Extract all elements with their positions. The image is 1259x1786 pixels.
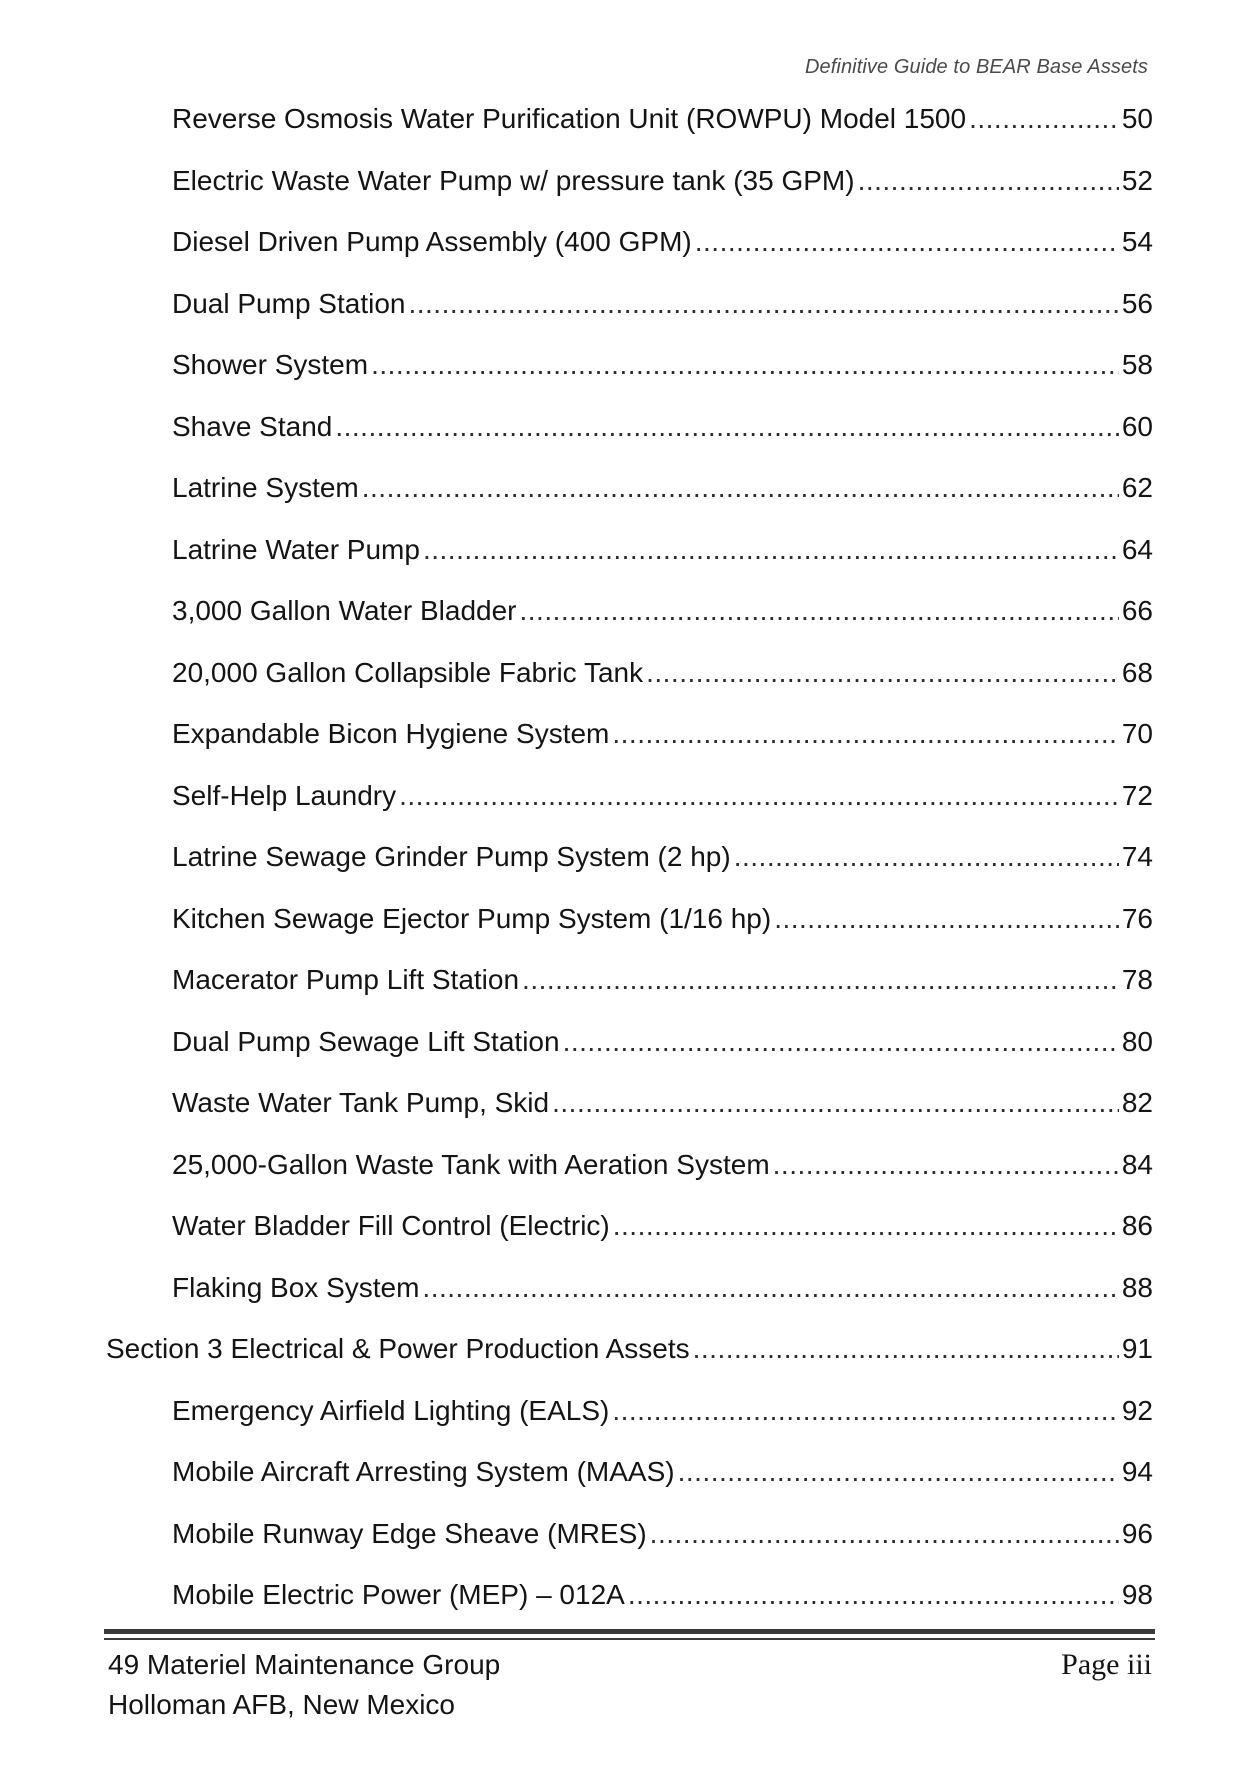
footer-location: Holloman AFB, New Mexico bbox=[108, 1689, 456, 1720]
toc-section-entry[interactable] bbox=[106, 1331, 1153, 1393]
toc-entry-page-number: 80 bbox=[1121, 1025, 1153, 1057]
toc-entry-title: Macerator Pump Lift Station bbox=[172, 964, 520, 995]
toc-dot-leader bbox=[858, 163, 1119, 199]
toc-entry-page-number: 60 bbox=[1121, 410, 1153, 442]
toc-entry-page-number: 72 bbox=[1121, 779, 1153, 811]
footer-rule-thin bbox=[104, 1638, 1155, 1640]
toc-dot-leader bbox=[362, 470, 1119, 506]
toc-entry-page-number: 88 bbox=[1121, 1271, 1153, 1303]
toc-entry-title: Reverse Osmosis Water Purification Unit (ROWPU) Model 1500 bbox=[172, 103, 967, 134]
toc-entry-page-number: 96 bbox=[1121, 1517, 1153, 1549]
toc-dot-leader bbox=[423, 532, 1119, 568]
toc-entry[interactable] bbox=[106, 470, 1153, 532]
toc-entry-page-number: 68 bbox=[1121, 656, 1153, 688]
toc-dot-leader bbox=[522, 962, 1119, 998]
toc-entry-title: Section 3 Electrical & Power Production Assets bbox=[106, 1333, 690, 1364]
toc-entry[interactable] bbox=[106, 1085, 1153, 1147]
toc-entry[interactable] bbox=[106, 163, 1153, 225]
toc-dot-leader bbox=[520, 593, 1119, 629]
toc-entry[interactable] bbox=[106, 409, 1153, 471]
toc-entry[interactable] bbox=[106, 532, 1153, 594]
toc-entry[interactable] bbox=[106, 1270, 1153, 1332]
toc-dot-leader bbox=[422, 1270, 1118, 1306]
toc-entry-page-number: 94 bbox=[1121, 1456, 1153, 1487]
toc-entry-title: Mobile Electric Power (MEP) – 012A bbox=[172, 1579, 625, 1610]
footer-rule bbox=[104, 1629, 1155, 1634]
toc-entry-page-number: 86 bbox=[1121, 1210, 1153, 1241]
toc-entry-page-number: 91 bbox=[1121, 1333, 1153, 1364]
toc-dot-leader bbox=[408, 286, 1118, 322]
toc-dot-leader bbox=[613, 1208, 1119, 1244]
toc-dot-leader bbox=[563, 1024, 1119, 1060]
table-of-contents bbox=[106, 101, 1153, 1639]
toc-entry[interactable] bbox=[106, 901, 1153, 963]
toc-entry-page-number: 98 bbox=[1121, 1579, 1153, 1610]
toc-entry-page-number: 64 bbox=[1121, 533, 1153, 565]
toc-entry-title: 20,000 Gallon Collapsible Fabric Tank bbox=[172, 656, 644, 688]
toc-entry-page-number: 56 bbox=[1121, 287, 1153, 319]
toc-entry-page-number: 82 bbox=[1121, 1087, 1153, 1118]
toc-dot-leader bbox=[969, 101, 1119, 137]
toc-dot-leader bbox=[646, 655, 1119, 691]
toc-entry[interactable] bbox=[106, 839, 1153, 901]
toc-entry-title: Emergency Airfield Lighting (EALS) bbox=[172, 1394, 610, 1426]
toc-entry[interactable] bbox=[106, 1024, 1153, 1086]
toc-entry-title: Electric Waste Water Pump w/ pressure tank (35 GPM) bbox=[172, 164, 855, 196]
toc-entry[interactable] bbox=[106, 1208, 1153, 1270]
toc-entry[interactable] bbox=[106, 1393, 1153, 1455]
toc-entry-page-number: 62 bbox=[1121, 472, 1153, 503]
toc-entry[interactable] bbox=[106, 1147, 1153, 1209]
toc-entry-page-number: 54 bbox=[1121, 226, 1153, 257]
toc-entry-title: Shower System bbox=[172, 349, 369, 380]
toc-entry-title: 3,000 Gallon Water Bladder bbox=[172, 595, 517, 626]
toc-entry-page-number: 66 bbox=[1121, 595, 1153, 626]
footer-left bbox=[108, 1645, 500, 1725]
footer-organization: 49 Materiel Maintenance Group bbox=[108, 1649, 501, 1680]
toc-entry-title: Expandable Bicon Hygiene System bbox=[172, 718, 610, 749]
toc-entry-page-number: 58 bbox=[1121, 349, 1153, 380]
toc-entry[interactable] bbox=[106, 655, 1153, 717]
toc-dot-leader bbox=[335, 409, 1119, 445]
toc-dot-leader bbox=[678, 1454, 1119, 1490]
toc-dot-leader bbox=[552, 1085, 1119, 1121]
toc-entry-title: Shave Stand bbox=[172, 410, 333, 442]
toc-entry-title: Latrine Sewage Grinder Pump System (2 hp) bbox=[172, 841, 731, 872]
toc-dot-leader bbox=[612, 716, 1118, 752]
toc-entry[interactable] bbox=[106, 224, 1153, 286]
toc-entry[interactable] bbox=[106, 347, 1153, 409]
toc-dot-leader bbox=[695, 224, 1119, 260]
toc-entry-title: Diesel Driven Pump Assembly (400 GPM) bbox=[172, 226, 692, 257]
toc-entry-title: Mobile Runway Edge Sheave (MRES) bbox=[172, 1517, 647, 1549]
toc-entry-page-number: 52 bbox=[1121, 164, 1153, 196]
toc-entry-page-number: 50 bbox=[1121, 103, 1153, 134]
toc-dot-leader bbox=[612, 1393, 1119, 1429]
toc-entry-title: Flaking Box System bbox=[172, 1271, 420, 1303]
toc-entry-title: Self-Help Laundry bbox=[172, 779, 397, 811]
toc-entry[interactable] bbox=[106, 1454, 1153, 1516]
toc-entry-title: Kitchen Sewage Ejector Pump System (1/16 hp) bbox=[172, 902, 772, 934]
toc-dot-leader bbox=[773, 1147, 1119, 1183]
footer-page-label: Page iii bbox=[1061, 1648, 1152, 1681]
toc-entry-title: 25,000-Gallon Waste Tank with Aeration System bbox=[172, 1148, 770, 1180]
toc-dot-leader bbox=[774, 901, 1119, 937]
toc-entry[interactable] bbox=[106, 962, 1153, 1024]
toc-entry[interactable] bbox=[106, 101, 1153, 163]
toc-entry-title: Dual Pump Station bbox=[172, 287, 406, 319]
toc-entry-page-number: 76 bbox=[1121, 902, 1153, 934]
toc-entry-page-number: 84 bbox=[1121, 1148, 1153, 1180]
toc-dot-leader bbox=[650, 1516, 1119, 1552]
toc-entry-title: Waste Water Tank Pump, Skid bbox=[172, 1087, 550, 1118]
toc-entry[interactable] bbox=[106, 778, 1153, 840]
toc-entry[interactable] bbox=[106, 716, 1153, 778]
toc-entry[interactable] bbox=[106, 593, 1153, 655]
toc-entry-page-number: 74 bbox=[1121, 841, 1153, 872]
toc-dot-leader bbox=[628, 1577, 1119, 1613]
toc-dot-leader bbox=[371, 347, 1119, 383]
toc-dot-leader bbox=[734, 839, 1119, 875]
toc-dot-leader bbox=[399, 778, 1119, 814]
toc-entry[interactable] bbox=[106, 286, 1153, 348]
toc-entry[interactable] bbox=[106, 1516, 1153, 1578]
toc-entry-page-number: 78 bbox=[1121, 964, 1153, 995]
toc-dot-leader bbox=[693, 1331, 1119, 1367]
toc-entry-title: Latrine System bbox=[172, 472, 359, 503]
toc-entry-title: Dual Pump Sewage Lift Station bbox=[172, 1025, 560, 1057]
toc-entry-page-number: 92 bbox=[1121, 1394, 1153, 1426]
toc-entry-title: Latrine Water Pump bbox=[172, 533, 420, 565]
page-header: Definitive Guide to BEAR Base Assets bbox=[804, 56, 1148, 78]
toc-entry-page-number: 70 bbox=[1121, 718, 1153, 749]
toc-entry-title: Mobile Aircraft Arresting System (MAAS) bbox=[172, 1456, 675, 1487]
toc-entry-title: Water Bladder Fill Control (Electric) bbox=[172, 1210, 610, 1241]
